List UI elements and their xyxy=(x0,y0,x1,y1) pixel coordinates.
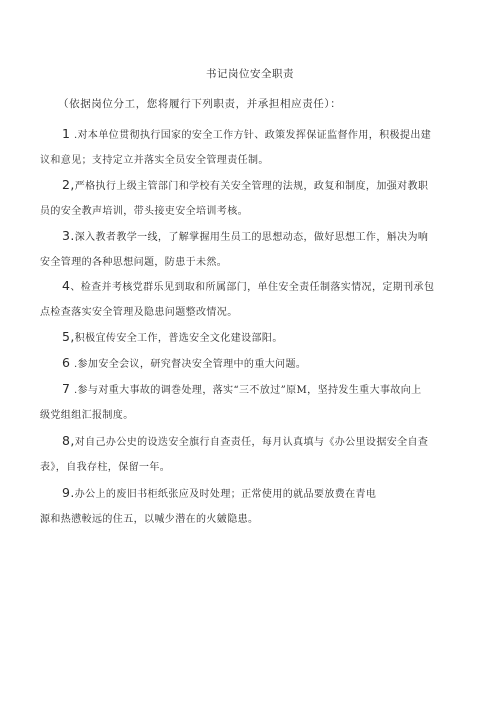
duty-item-line xyxy=(40,324,470,351)
duty-item-number: 9. xyxy=(62,485,75,500)
duty-item-7 xyxy=(40,376,470,428)
duty-item-text: 对自己办公史的设迭安全旗行自查责任，每月认真填与《办公里设据安全自查 xyxy=(74,437,429,448)
duty-item-number: 7 xyxy=(62,381,71,396)
duty-item-line xyxy=(40,428,470,455)
duty-item-number: 6 xyxy=(62,355,71,370)
duty-item-text: 积极宜传安全工作，普选安全文化建设部阳。 xyxy=(74,333,283,344)
duty-item-8 xyxy=(40,428,470,480)
document-title: 书记岗位安全职责 xyxy=(206,68,294,80)
duty-item-line xyxy=(40,273,470,300)
duty-item-text: .对本单位贯彻执行国家的安全工作方针、政策发挥保证监督作用，积极提出建 xyxy=(70,130,432,141)
duty-item-number: 8, xyxy=(62,433,75,448)
duty-item-text: 办公上的废旧书柜纸张应及时处理；正常使用的就品要放费在青电 xyxy=(74,489,377,500)
duty-item-9 xyxy=(40,480,470,532)
duty-item-text: 、检查并考核党群乐见到取和所属部门，单住安全责任制落实情况，定期刊承包 xyxy=(70,282,435,293)
duty-item-line: 表》，自我存柱，保留一年。 xyxy=(40,462,171,473)
duty-item-line xyxy=(40,121,470,148)
duty-item-number: 4 xyxy=(62,278,71,293)
duty-item-line xyxy=(40,223,470,250)
duty-item-line: 源和热懑較远的住五，以喊少潜在的火皴隐患。 xyxy=(40,514,259,525)
duty-item-line xyxy=(40,480,470,507)
duty-item-4 xyxy=(40,273,470,325)
duty-item-text: 严格执行上级主管部门和学校有关安全管理的法规，政复和制度，加强对教职 xyxy=(74,181,429,192)
duty-item-2 xyxy=(40,172,470,224)
duty-item-line xyxy=(40,350,470,377)
duty-item-line: 员的安全教声培训，带头接吏安全培训考核。 xyxy=(40,206,248,217)
duty-item-line: 议和意见；支持定立并落实全员安全管理责任制。 xyxy=(40,155,269,166)
duty-item-line: 点检查落实安全管理及隐患问题整改情况。 xyxy=(40,307,238,318)
duty-item-6 xyxy=(40,350,470,377)
duty-item-1 xyxy=(40,121,470,173)
document-intro: （依据岗位分工，您将履行下列职责，并承担相应责任）： xyxy=(58,98,342,110)
duty-item-number: 1 xyxy=(62,126,71,141)
duty-item-line xyxy=(40,172,470,199)
duty-item-text: .参与对重大事故的调巻处理，落实“三不放过”原M，坚持发生重大事故向上 xyxy=(70,385,422,396)
duty-item-line: 安全管理的各种思想问题，防患于未然。 xyxy=(40,257,228,268)
duty-item-number: 5, xyxy=(62,329,75,344)
duty-item-3 xyxy=(40,223,470,275)
duty-item-line: 级党组组汇报制度。 xyxy=(40,410,134,421)
duty-item-line xyxy=(40,376,470,403)
duty-item-text: .参加安全会议，研究督决安全管理中的重大问题。 xyxy=(70,359,307,370)
duty-item-number: 3. xyxy=(62,228,75,243)
duty-item-5 xyxy=(40,324,470,351)
duty-item-text: 深入教者教学一线，了解掌握用生员工的思想动态，做好思想工作，斛决为响 xyxy=(74,232,429,243)
duty-item-number: 2, xyxy=(62,177,75,192)
